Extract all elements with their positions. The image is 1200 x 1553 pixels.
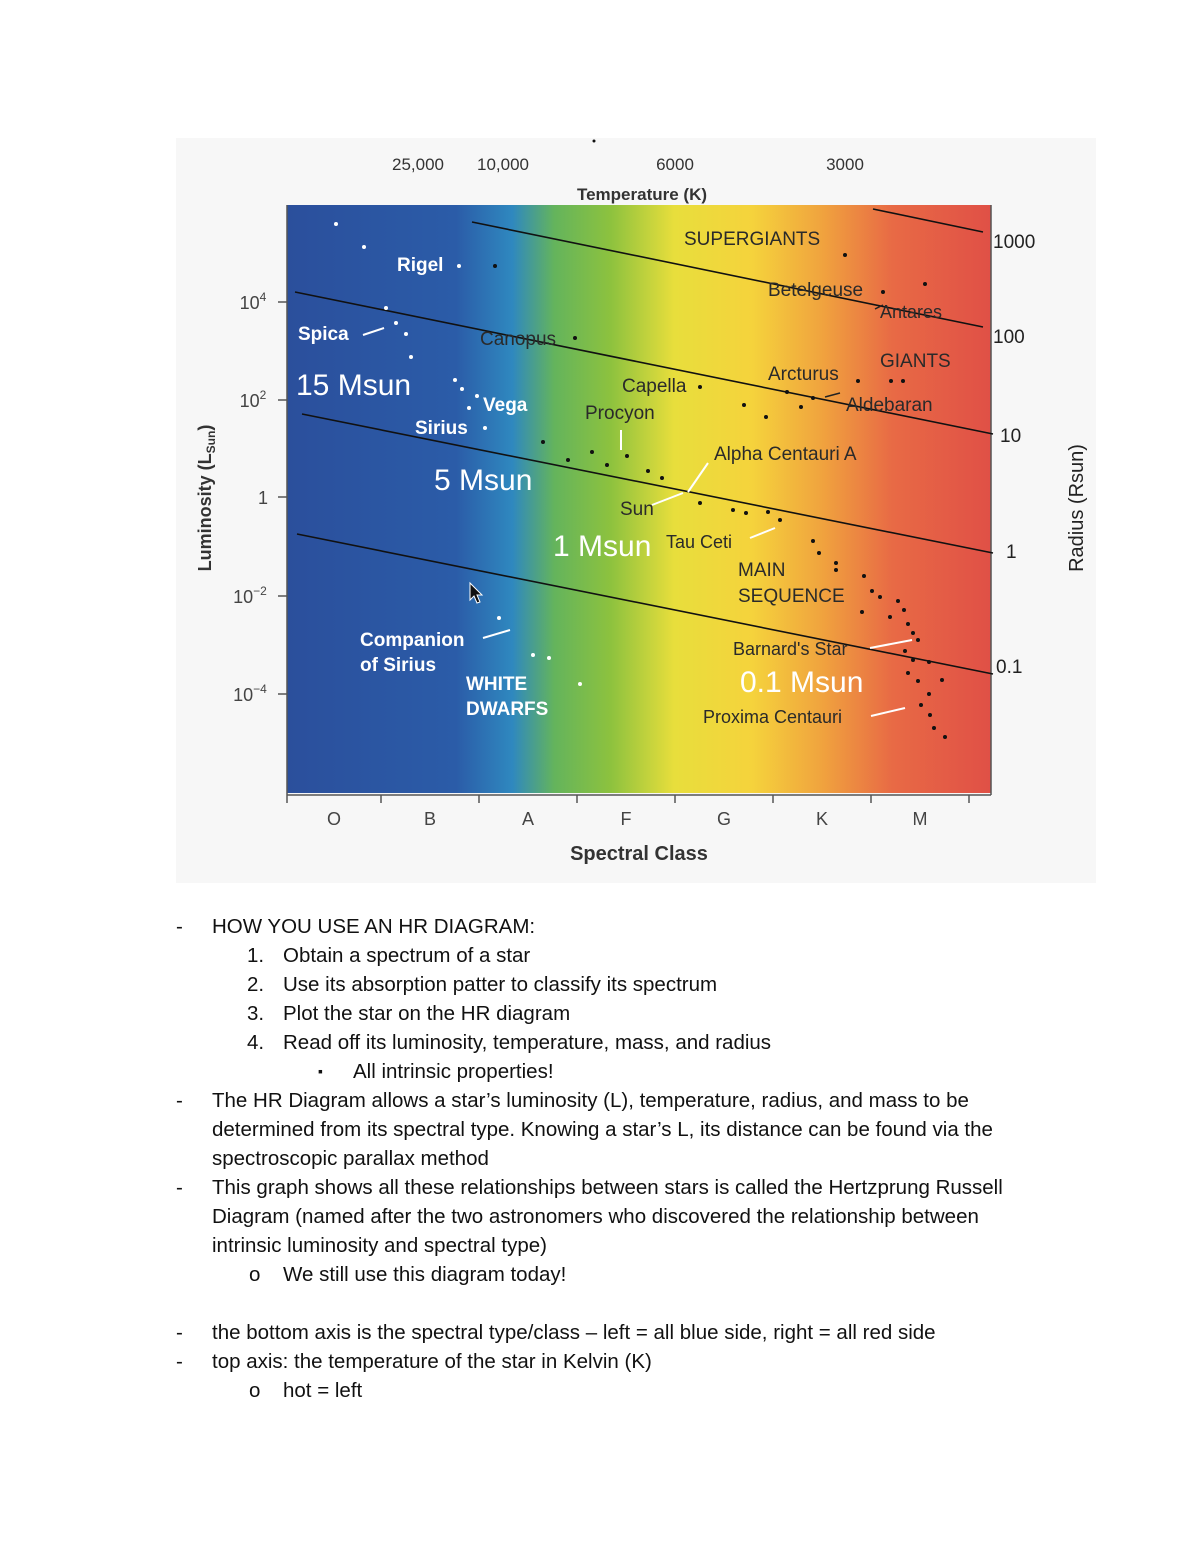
star-point — [870, 589, 874, 593]
star-point — [497, 616, 501, 620]
star-point — [573, 336, 577, 340]
label-5-msun: 5 Msun — [434, 464, 533, 497]
sub-bullet-row — [0, 1057, 1200, 1086]
star-point — [862, 574, 866, 578]
right-tick-label: 1000 — [993, 232, 1036, 253]
label-15-msun: 15 Msun — [296, 369, 412, 402]
spectral-class-label: O — [326, 809, 342, 829]
star-point — [531, 653, 535, 657]
star-point — [334, 222, 338, 226]
paragraph-row — [0, 1318, 1200, 1347]
label-white-dwarfs-line1: WHITE — [466, 674, 528, 695]
label-sirius: Sirius — [415, 418, 468, 439]
sub-bullet-row — [0, 1260, 1200, 1289]
spectral-class-label: B — [423, 809, 437, 829]
star-point — [698, 501, 702, 505]
right-tick-label: 0.1 — [996, 657, 1023, 678]
step-number: 4. — [247, 1031, 265, 1054]
label-supergiants: SUPERGIANTS — [684, 229, 821, 250]
star-point — [906, 622, 910, 626]
star-point — [742, 403, 746, 407]
label-companion-line2: of Sirius — [360, 655, 437, 676]
spectral-class-label: G — [716, 809, 732, 829]
star-point — [593, 140, 596, 143]
top-axis-title: Temperature (K) — [576, 185, 708, 204]
right-tick-label: 10 — [1000, 426, 1022, 447]
star-point — [903, 649, 907, 653]
star-point — [785, 390, 789, 394]
step-number: 3. — [247, 1002, 265, 1025]
star-point — [547, 656, 551, 660]
sub-bullet-text: We still use this diagram today! — [283, 1263, 567, 1286]
step-row — [0, 1028, 1200, 1057]
step-row — [0, 941, 1200, 970]
top-tick-label: 10,000 — [477, 155, 529, 174]
dash-bullet: - — [176, 915, 183, 938]
star-point — [927, 692, 931, 696]
label-alpha-centauri-a: Alpha Centauri A — [714, 444, 857, 465]
star-point — [766, 510, 770, 514]
label-proxima-centauri: Proxima Centauri — [703, 707, 843, 727]
star-point — [906, 671, 910, 675]
spectral-class-label: F — [620, 809, 632, 829]
label-rigel: Rigel — [397, 255, 444, 276]
star-point — [764, 415, 768, 419]
star-point — [457, 264, 461, 268]
spectral-class-label: A — [521, 809, 535, 829]
star-point — [902, 608, 906, 612]
circle-bullet: o — [249, 1263, 261, 1286]
label-main-sequence-line1: MAIN — [738, 560, 786, 581]
star-point — [919, 703, 923, 707]
step-text: Read off its luminosity, temperature, mass, and radius — [283, 1031, 772, 1054]
star-point — [493, 264, 497, 268]
paragraph-text: The HR Diagram allows a star’s luminosity (L), temperature, radius, and mass to be determined from its spectral type. Knowing a star’s L, its distance can be found via the spectroscopic parallax method — [212, 1089, 993, 1170]
step-text: Use its absorption patter to classify its spectrum — [283, 973, 718, 996]
left-tick-label: $10^{-2}$ — [233, 584, 267, 607]
step-number: 1. — [247, 944, 265, 967]
dash-bullet: - — [176, 1089, 183, 1112]
star-point — [856, 379, 860, 383]
paragraph-row — [0, 1173, 1200, 1260]
star-point — [834, 561, 838, 565]
star-point — [943, 735, 947, 739]
star-point — [896, 599, 900, 603]
star-point — [778, 518, 782, 522]
label-betelgeuse: Betelgeuse — [768, 280, 864, 301]
paragraph-text: top axis: the temperature of the star in Kelvin (K) — [212, 1350, 652, 1373]
star-point — [731, 508, 735, 512]
star-point — [928, 713, 932, 717]
star-point — [660, 476, 664, 480]
label-giants: GIANTS — [880, 351, 951, 372]
star-point — [605, 463, 609, 467]
note-heading: HOW YOU USE AN HR DIAGRAM: — [212, 915, 536, 938]
label-companion-line1: Companion — [360, 630, 465, 651]
paragraph-row — [0, 1086, 1200, 1173]
sub-bullet-text: All intrinsic properties! — [353, 1060, 554, 1083]
star-point — [460, 387, 464, 391]
step-text: Plot the star on the HR diagram — [283, 1002, 571, 1025]
label-white-dwarfs-line2: DWARFS — [466, 699, 549, 720]
step-row — [0, 999, 1200, 1028]
step-row — [0, 970, 1200, 999]
star-point — [453, 378, 457, 382]
star-point — [888, 615, 892, 619]
label-canopus: Canopus — [480, 329, 557, 350]
star-point — [698, 385, 702, 389]
circle-bullet: o — [249, 1379, 261, 1402]
label-1-msun: 1 Msun — [553, 530, 652, 563]
left-tick-label: $10^{-4}$ — [233, 682, 267, 705]
star-point — [362, 245, 366, 249]
note-heading-row — [0, 912, 1200, 941]
left-tick-label: $10^4$ — [239, 290, 267, 313]
star-point — [911, 658, 915, 662]
star-point — [409, 355, 413, 359]
star-point — [911, 631, 915, 635]
star-point — [878, 595, 882, 599]
star-point — [590, 450, 594, 454]
label-antares: Antares — [880, 302, 943, 322]
label-0.1-msun: 0.1 Msun — [740, 666, 864, 699]
label-aldebaran: Aldebaran — [846, 395, 933, 416]
star-point — [916, 638, 920, 642]
star-point — [817, 551, 821, 555]
star-point — [927, 660, 931, 664]
star-point — [811, 396, 815, 400]
left-tick-label: 1 — [257, 488, 269, 508]
star-point — [811, 539, 815, 543]
star-point — [901, 379, 905, 383]
top-tick-label: 6000 — [656, 155, 694, 174]
sub-bullet-row — [0, 1376, 1200, 1405]
star-point — [578, 682, 582, 686]
dash-bullet: - — [176, 1350, 183, 1373]
star-point — [475, 394, 479, 398]
right-axis-title: Radius (Rsun) — [1066, 444, 1088, 572]
label-barnards-star: Barnard's Star — [733, 639, 848, 659]
star-point — [384, 306, 388, 310]
label-arcturus: Arcturus — [768, 364, 839, 385]
paragraph-text: This graph shows all these relationships between stars is called the Hertzprung Russell Diagram (named after the two astronomers who discovered the relationship between intrinsic luminosity and spectral type) — [212, 1176, 1003, 1257]
step-number: 2. — [247, 973, 265, 996]
label-spica: Spica — [298, 324, 349, 345]
star-point — [467, 406, 471, 410]
star-point — [940, 678, 944, 682]
right-tick-label: 100 — [993, 327, 1025, 348]
top-tick-label: 25,000 — [392, 155, 444, 174]
dash-bullet: - — [176, 1176, 183, 1199]
lecture-notes — [0, 912, 1200, 1405]
star-point — [889, 379, 893, 383]
label-vega: Vega — [483, 395, 528, 416]
star-point — [834, 568, 838, 572]
bottom-axis-title: Spectral Class — [570, 843, 708, 865]
dash-bullet: - — [176, 1321, 183, 1344]
star-point — [483, 426, 487, 430]
sub-bullet-text: hot = left — [283, 1379, 363, 1402]
paragraph-text: the bottom axis is the spectral type/class – left = all blue side, right = all red side — [212, 1321, 936, 1344]
star-point — [881, 290, 885, 294]
spectral-class-label: K — [815, 809, 829, 829]
star-point — [646, 469, 650, 473]
star-point — [625, 454, 629, 458]
label-main-sequence-line2: SEQUENCE — [738, 586, 845, 607]
label-tau-ceti: Tau Ceti — [666, 532, 733, 552]
star-point — [860, 610, 864, 614]
star-point — [923, 282, 927, 286]
square-bullet: ▪ — [318, 1063, 323, 1079]
top-tick-label: 3000 — [826, 155, 864, 174]
label-sun: Sun — [620, 499, 654, 520]
star-point — [916, 679, 920, 683]
star-point — [843, 253, 847, 257]
star-point — [541, 440, 545, 444]
star-point — [744, 511, 748, 515]
blank-line — [0, 1289, 1200, 1318]
star-point — [404, 332, 408, 336]
star-point — [932, 726, 936, 730]
left-tick-label: $10^2$ — [239, 388, 267, 411]
step-text: Obtain a spectrum of a star — [283, 944, 531, 967]
label-capella: Capella — [622, 376, 687, 397]
star-point — [394, 321, 398, 325]
right-tick-label: 1 — [1006, 542, 1017, 563]
left-axis-title: Luminosity $(L_{Sun})$ — [195, 424, 218, 572]
spectral-class-label: M — [912, 809, 928, 829]
paragraph-row — [0, 1347, 1200, 1376]
star-point — [566, 458, 570, 462]
star-point — [799, 405, 803, 409]
label-procyon: Procyon — [585, 403, 655, 424]
